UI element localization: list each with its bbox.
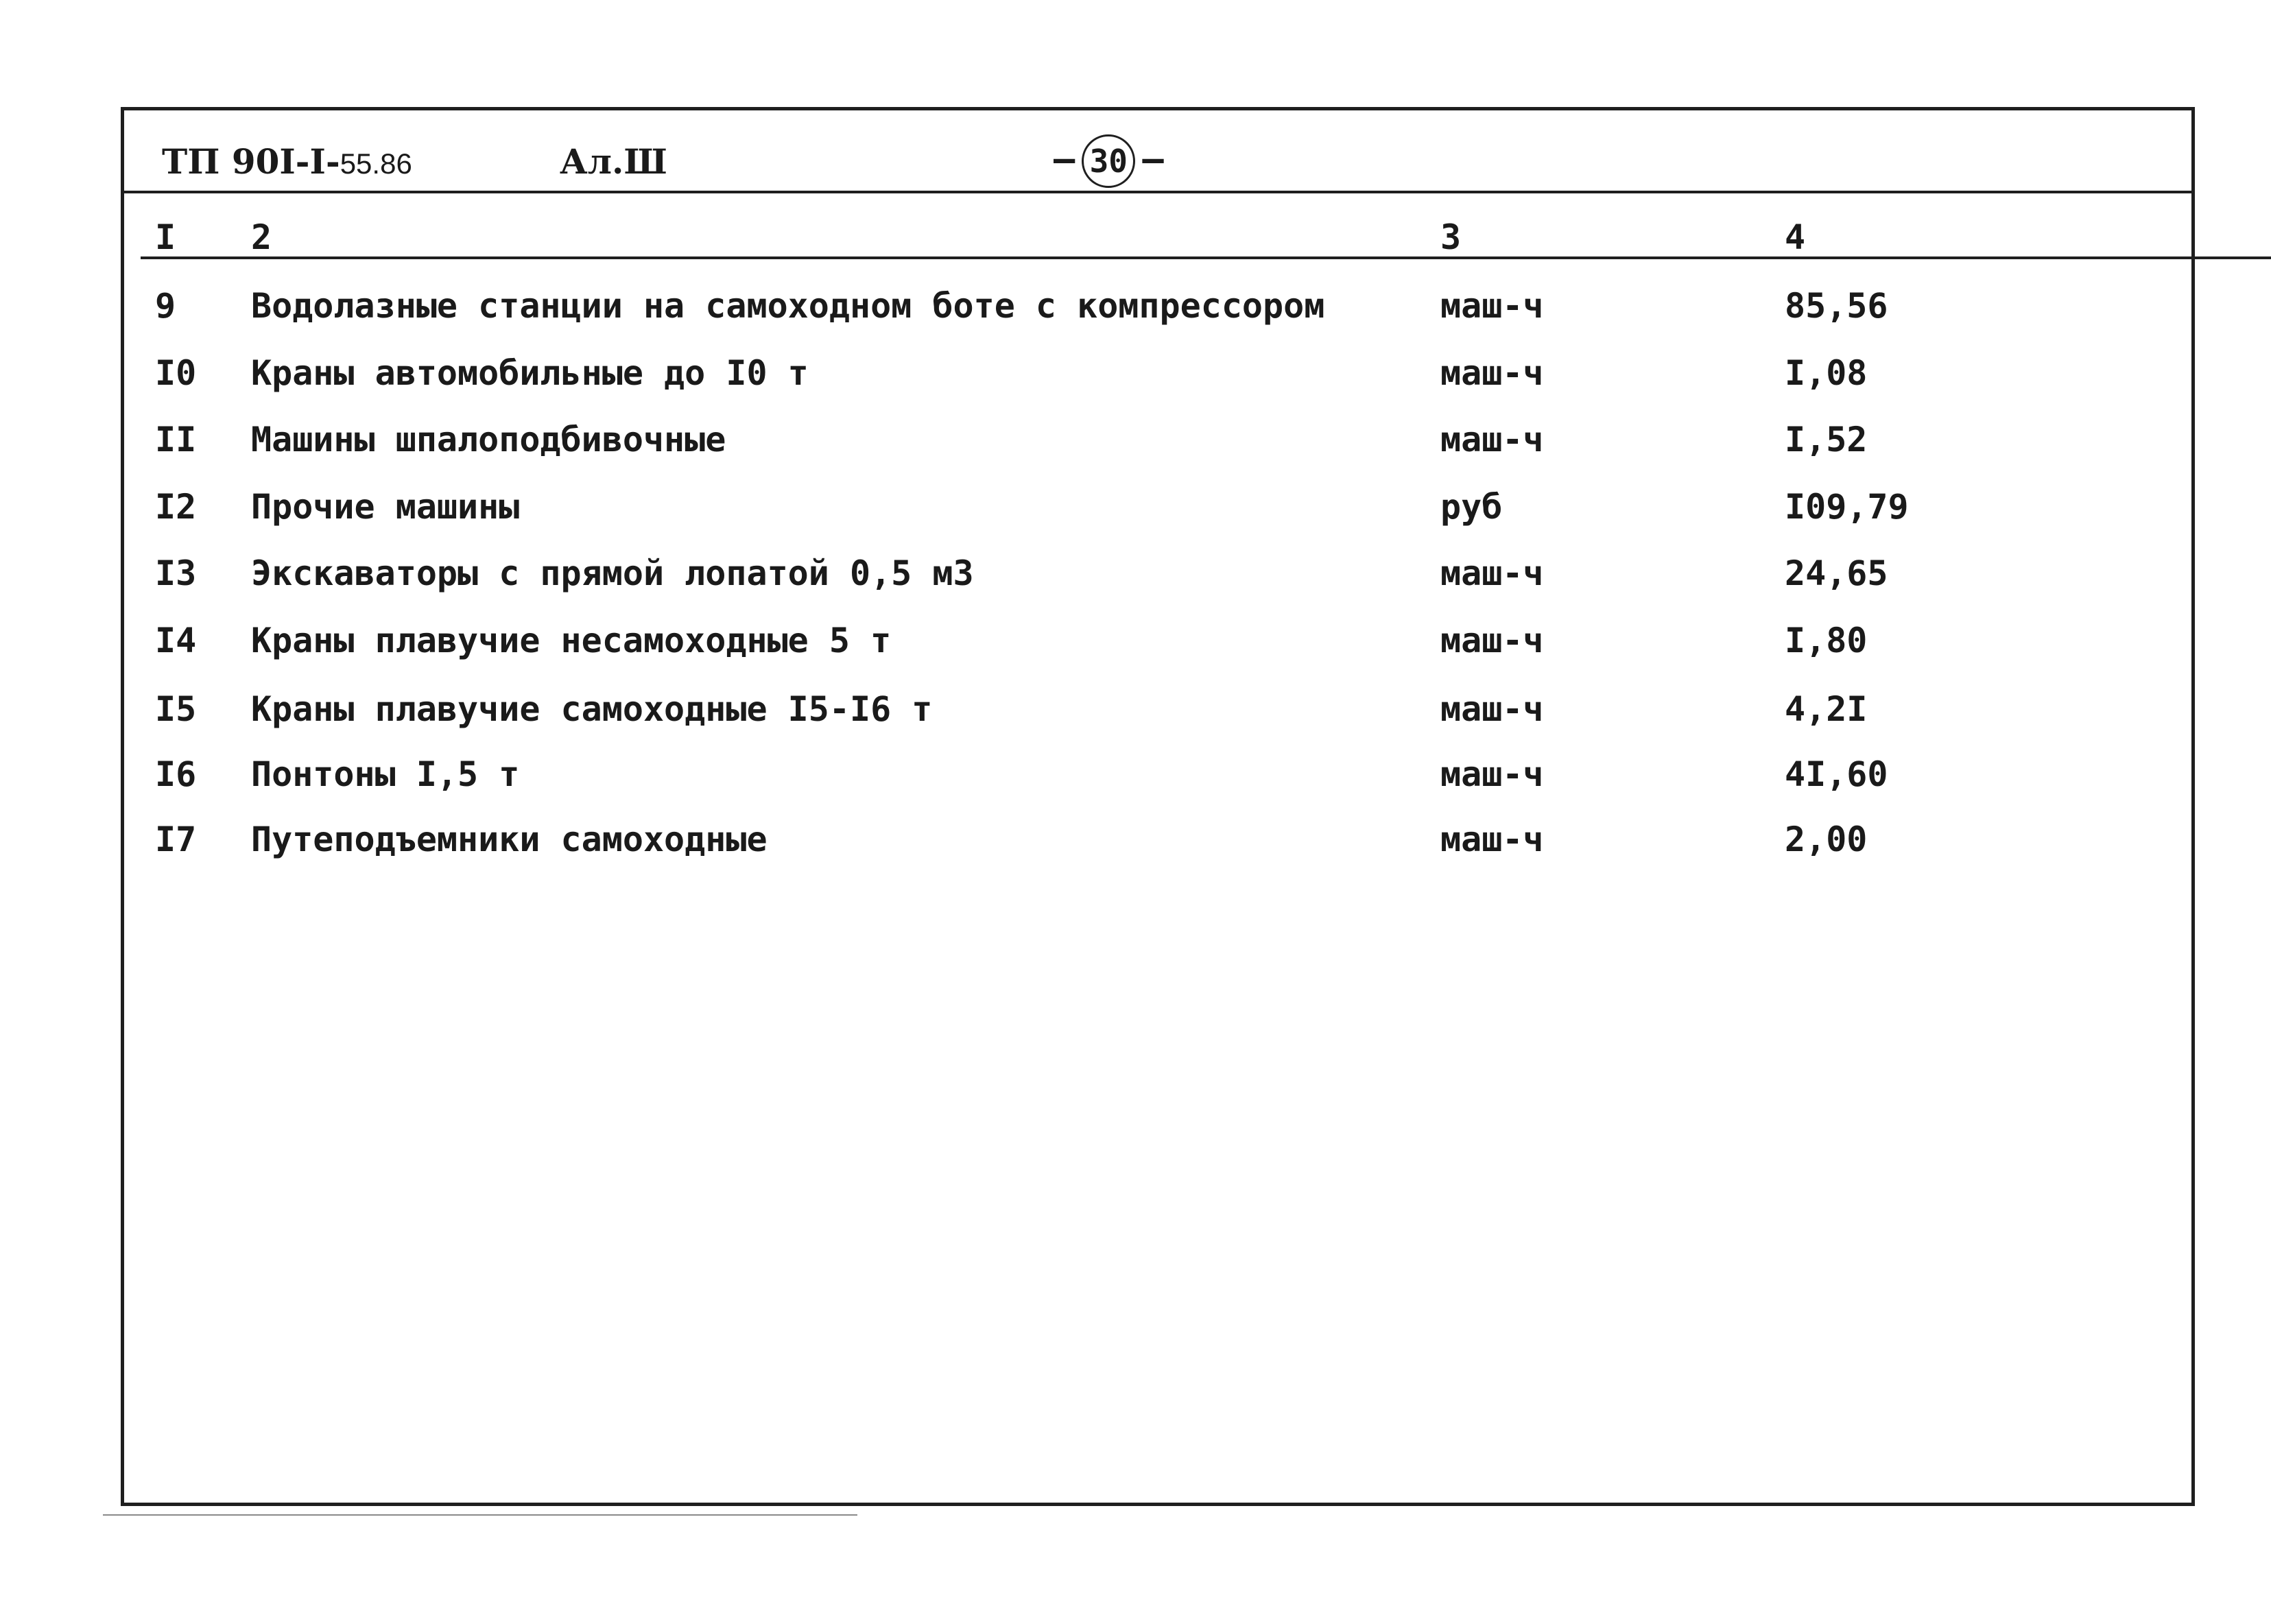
column-header-4: 4 [1785,217,1806,257]
row-number: I7 [155,820,197,859]
document-code-number: 55.86 [340,147,412,180]
row-unit: руб [1440,487,1503,527]
row-name: Прочие машины [251,487,520,527]
row-unit: маш-ч [1440,286,1544,326]
page-number-circle: 30 [1082,134,1135,188]
row-unit: маш-ч [1440,689,1544,729]
page-number: – 30 – [1054,134,1164,188]
row-number: II [155,420,197,459]
row-unit: маш-ч [1440,621,1544,660]
row-number: I6 [155,754,197,794]
row-name: Краны автомобильные до I0 т [251,353,809,393]
row-name: Машины шпалоподбивочные [251,420,726,459]
row-unit: маш-ч [1440,420,1544,459]
row-value: 4I,60 [1785,754,1888,794]
row-value: I,52 [1785,420,1868,459]
row-name: Краны плавучие несамоходные 5 т [251,621,892,660]
row-number: I3 [155,553,197,593]
row-unit: маш-ч [1440,754,1544,794]
row-value: I,80 [1785,621,1868,660]
row-name: Экскаваторы с прямой лопатой 0,5 м3 [251,553,974,593]
document-code [162,141,412,184]
row-name: Водолазные станции на самоходном боте с компрессором [251,286,1325,326]
row-number: I2 [155,487,197,527]
row-value: I,08 [1785,353,1868,393]
row-number: I4 [155,621,197,660]
row-unit: маш-ч [1440,553,1544,593]
row-unit: маш-ч [1440,820,1544,859]
column-header-3: 3 [1440,217,1462,257]
row-name: Путеподъемники самоходные [251,820,768,859]
document-code-prefix: ТП 90I-I- [162,141,340,182]
album-label: Ал.Ш [560,141,667,182]
row-number: 9 [155,286,176,326]
column-header-1: I [155,217,176,257]
column-header-divider [141,256,2271,259]
row-unit: маш-ч [1440,353,1544,393]
row-value: 4,2I [1785,689,1868,729]
row-value: 24,65 [1785,553,1888,593]
row-name: Понтоны I,5 т [251,754,520,794]
row-number: I5 [155,689,197,729]
row-value: 2,00 [1785,820,1868,859]
header-divider [121,191,2195,193]
column-header-2: 2 [251,217,272,257]
row-number: I0 [155,353,197,393]
row-value: I09,79 [1785,487,1909,527]
bottom-scan-line [103,1514,857,1516]
row-value: 85,56 [1785,286,1888,326]
row-name: Краны плавучие самоходные I5-I6 т [251,689,933,729]
